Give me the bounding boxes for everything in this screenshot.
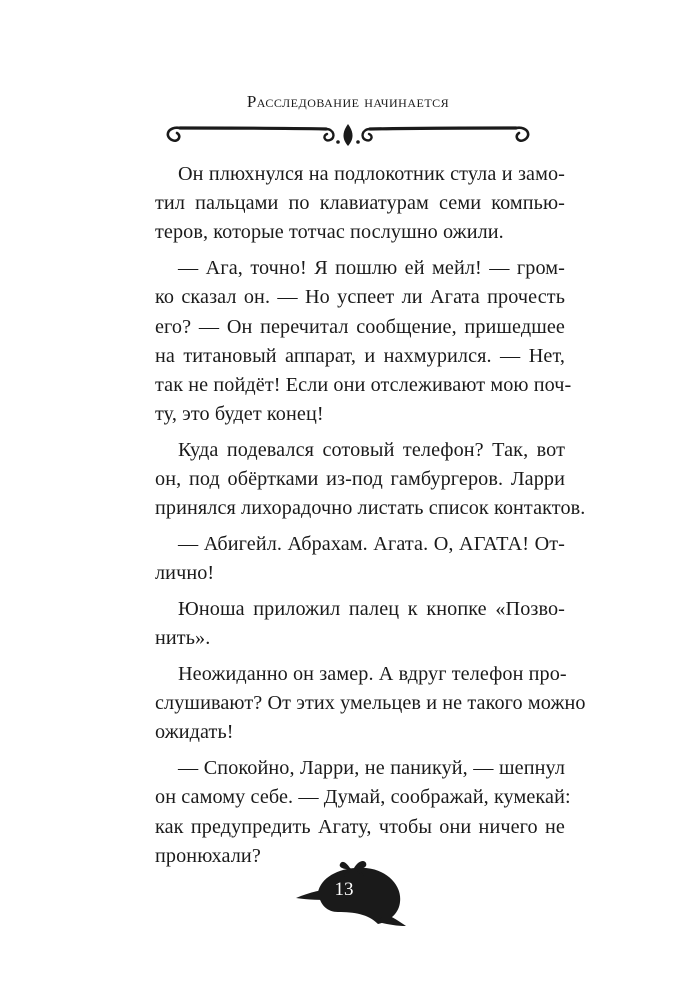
text-line: Куда подевался сотовый телефон? Так, вот xyxy=(178,438,565,461)
text-line: Юноша приложил палец к кнопке «Позво- xyxy=(178,598,565,620)
text-line: — Абигейл. Абрахам. Агата. О, АГАТА! От- xyxy=(178,533,565,556)
text-line: его? — Он перечитал сообщение, пришедшее xyxy=(155,315,565,338)
text-line: на титановый аппарат, и нахмурился. — Нет, xyxy=(155,344,565,367)
body-text xyxy=(155,160,586,871)
page-number: 13 xyxy=(334,879,354,900)
running-title: Расследование начинается xyxy=(246,92,450,111)
text-line: принялся лихорадочно листать список контактов. xyxy=(155,497,586,520)
text-line: так не пойдёт! Если они отслеживают мою поч- xyxy=(155,373,572,396)
text-line: как предупредить Агату, чтобы они ничего не xyxy=(155,815,565,838)
text-line: лично! xyxy=(155,562,215,585)
scroll-ornament-icon xyxy=(158,116,538,152)
text-line: нить». xyxy=(155,627,211,650)
text-line: Неожиданно он замер. А вдруг телефон про- xyxy=(178,662,567,685)
text-line: — Ага, точно! Я пошлю ей мейл! — гром- xyxy=(178,257,565,280)
text-line: он, под обёртками из-под гамбургеров. Ларри xyxy=(155,468,565,491)
text-line: ожидать! xyxy=(155,721,234,744)
text-line: слушивают? От этих умельцев и не такого можно xyxy=(155,692,586,715)
text-line: — Спокойно, Ларри, не паникуй, — шепнул xyxy=(178,757,565,780)
text-line: теров, которые тотчас послушно ожили. xyxy=(155,221,504,244)
text-line: Он плюхнулся на подлокотник стула и замо- xyxy=(178,163,565,185)
text-line: ко сказал он. — Но успеет ли Агата прочесть xyxy=(155,286,565,309)
text-line: тил пальцами по клавиатурам семи компью- xyxy=(155,192,565,215)
text-line: ту, это будет конец! xyxy=(155,403,324,426)
text-line: он самому себе. — Думай, соображай, кумекай: xyxy=(155,786,571,809)
text-line: пронюхали? xyxy=(155,844,261,867)
